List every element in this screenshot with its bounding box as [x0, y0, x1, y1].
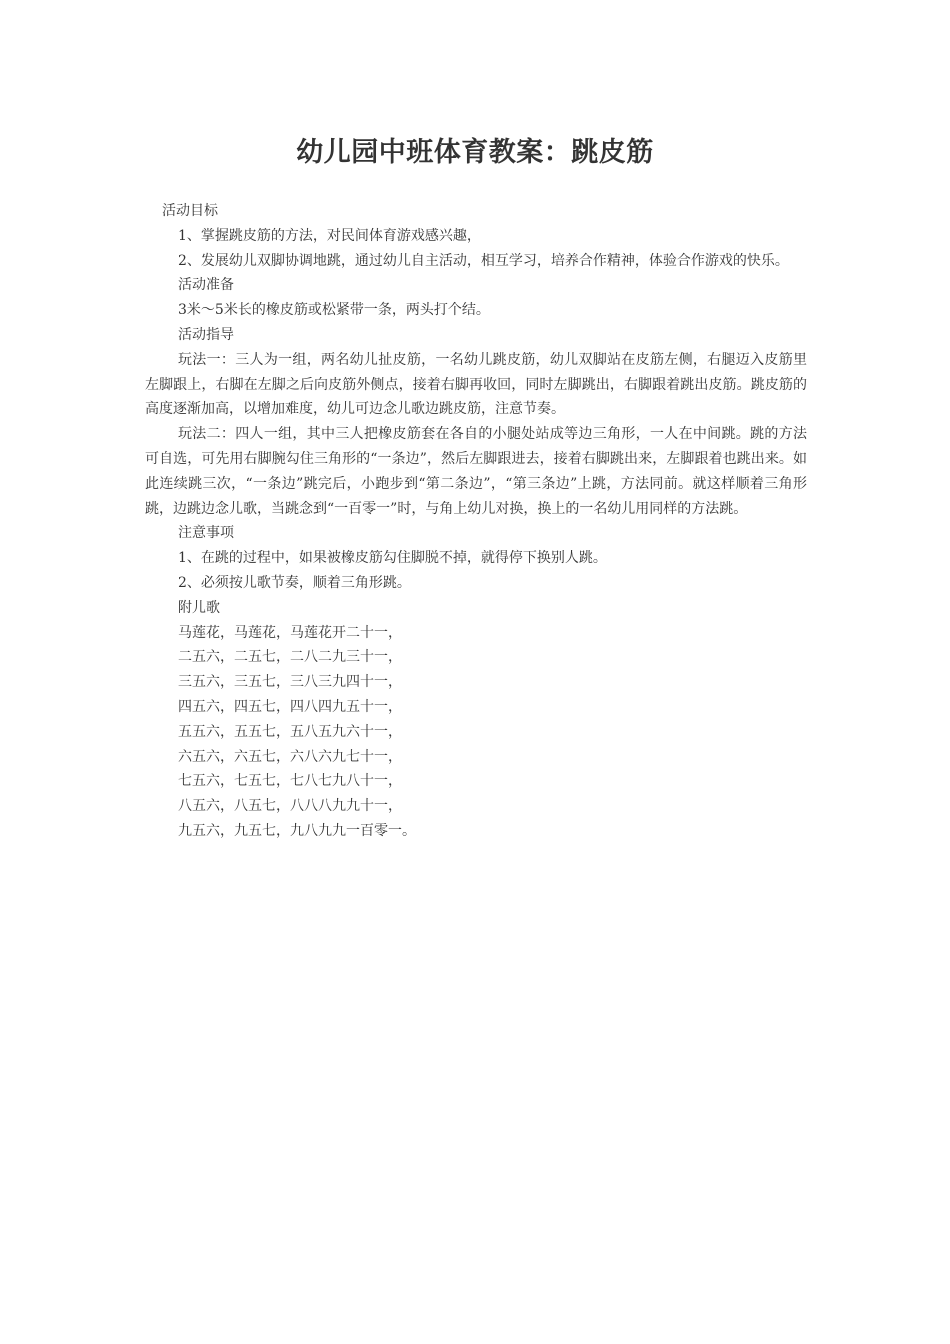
preparation-item-1: 3米～5米长的橡皮筋或松紧带一条，两头打个结。	[178, 302, 490, 319]
section-heading-preparation: 活动准备	[178, 277, 234, 294]
guidance-method-2: 玩法二：四人一组，其中三人把橡皮筋套在各自的小腿处站成等边三角形，一人在中间跳。跳的方法可自选，可先用右脚腕勾住三角形的“一条边”，然后左脚跟进去，接着右脚跳出来，左脚跟着也跳出来。如此连续跳三次，“一条边”跳完后，小跑步到“第二条边”，“第三条边”上跳，方法同前。就这样顺着三角形跳，边跳边念儿歌，当跳念到“一百零一”时，与角上幼儿对换，换上的一名幼儿用同样的方法跳。	[145, 426, 807, 517]
notes-item-2: 2、必须按儿歌节奏，顺着三角形跳。	[178, 574, 411, 591]
goal-item-1: 1、掌握跳皮筋的方法，对民间体育游戏感兴趣，	[178, 227, 481, 244]
document-body	[145, 199, 807, 844]
section-heading-goal: 活动目标	[162, 203, 218, 219]
song-line: 四五六，四五七，四八四九五十一，	[178, 698, 402, 715]
section-heading-song: 附儿歌	[178, 599, 220, 616]
song-line: 马莲花，马莲花，马莲花开二十一，	[178, 624, 402, 641]
song-line: 五五六，五五七，五八五九六十一，	[178, 723, 402, 740]
section-heading-notes: 注意事项	[178, 525, 234, 542]
song-line: 九五六，九五七，九八九九一百零一。	[178, 822, 416, 839]
song-line: 六五六，六五七，六八六九七十一，	[178, 748, 402, 765]
song-line: 三五六，三五七，三八三九四十一，	[178, 674, 402, 691]
song-line: 二五六，二五七，二八二九三十一，	[178, 649, 402, 666]
goal-item-2: 2、发展幼儿双脚协调地跳，通过幼儿自主活动，相互学习，培养合作精神，体验合作游戏的快乐。	[178, 252, 789, 269]
page-title: 幼儿园中班体育教案：跳皮筋	[296, 137, 654, 168]
song-line: 八五六，八五七，八八八九九十一，	[178, 798, 402, 815]
notes-item-1: 1、在跳的过程中，如果被橡皮筋勾住脚脱不掉，就得停下换别人跳。	[178, 550, 607, 567]
guidance-method-1: 玩法一：三人为一组，两名幼儿扯皮筋，一名幼儿跳皮筋，幼儿双脚站在皮筋左侧，右腿迈入皮筋里左脚跟上，右脚在左脚之后向皮筋外侧点，接着右脚再收回，同时左脚跳出，右脚跟着跳出皮筋。跳皮筋的高度逐渐加高，以增加难度，幼儿可边念儿歌边跳皮筋，注意节奏。	[145, 351, 807, 418]
song-line: 七五六，七五七，七八七九八十一，	[178, 773, 402, 790]
section-heading-guidance: 活动指导	[178, 326, 234, 343]
